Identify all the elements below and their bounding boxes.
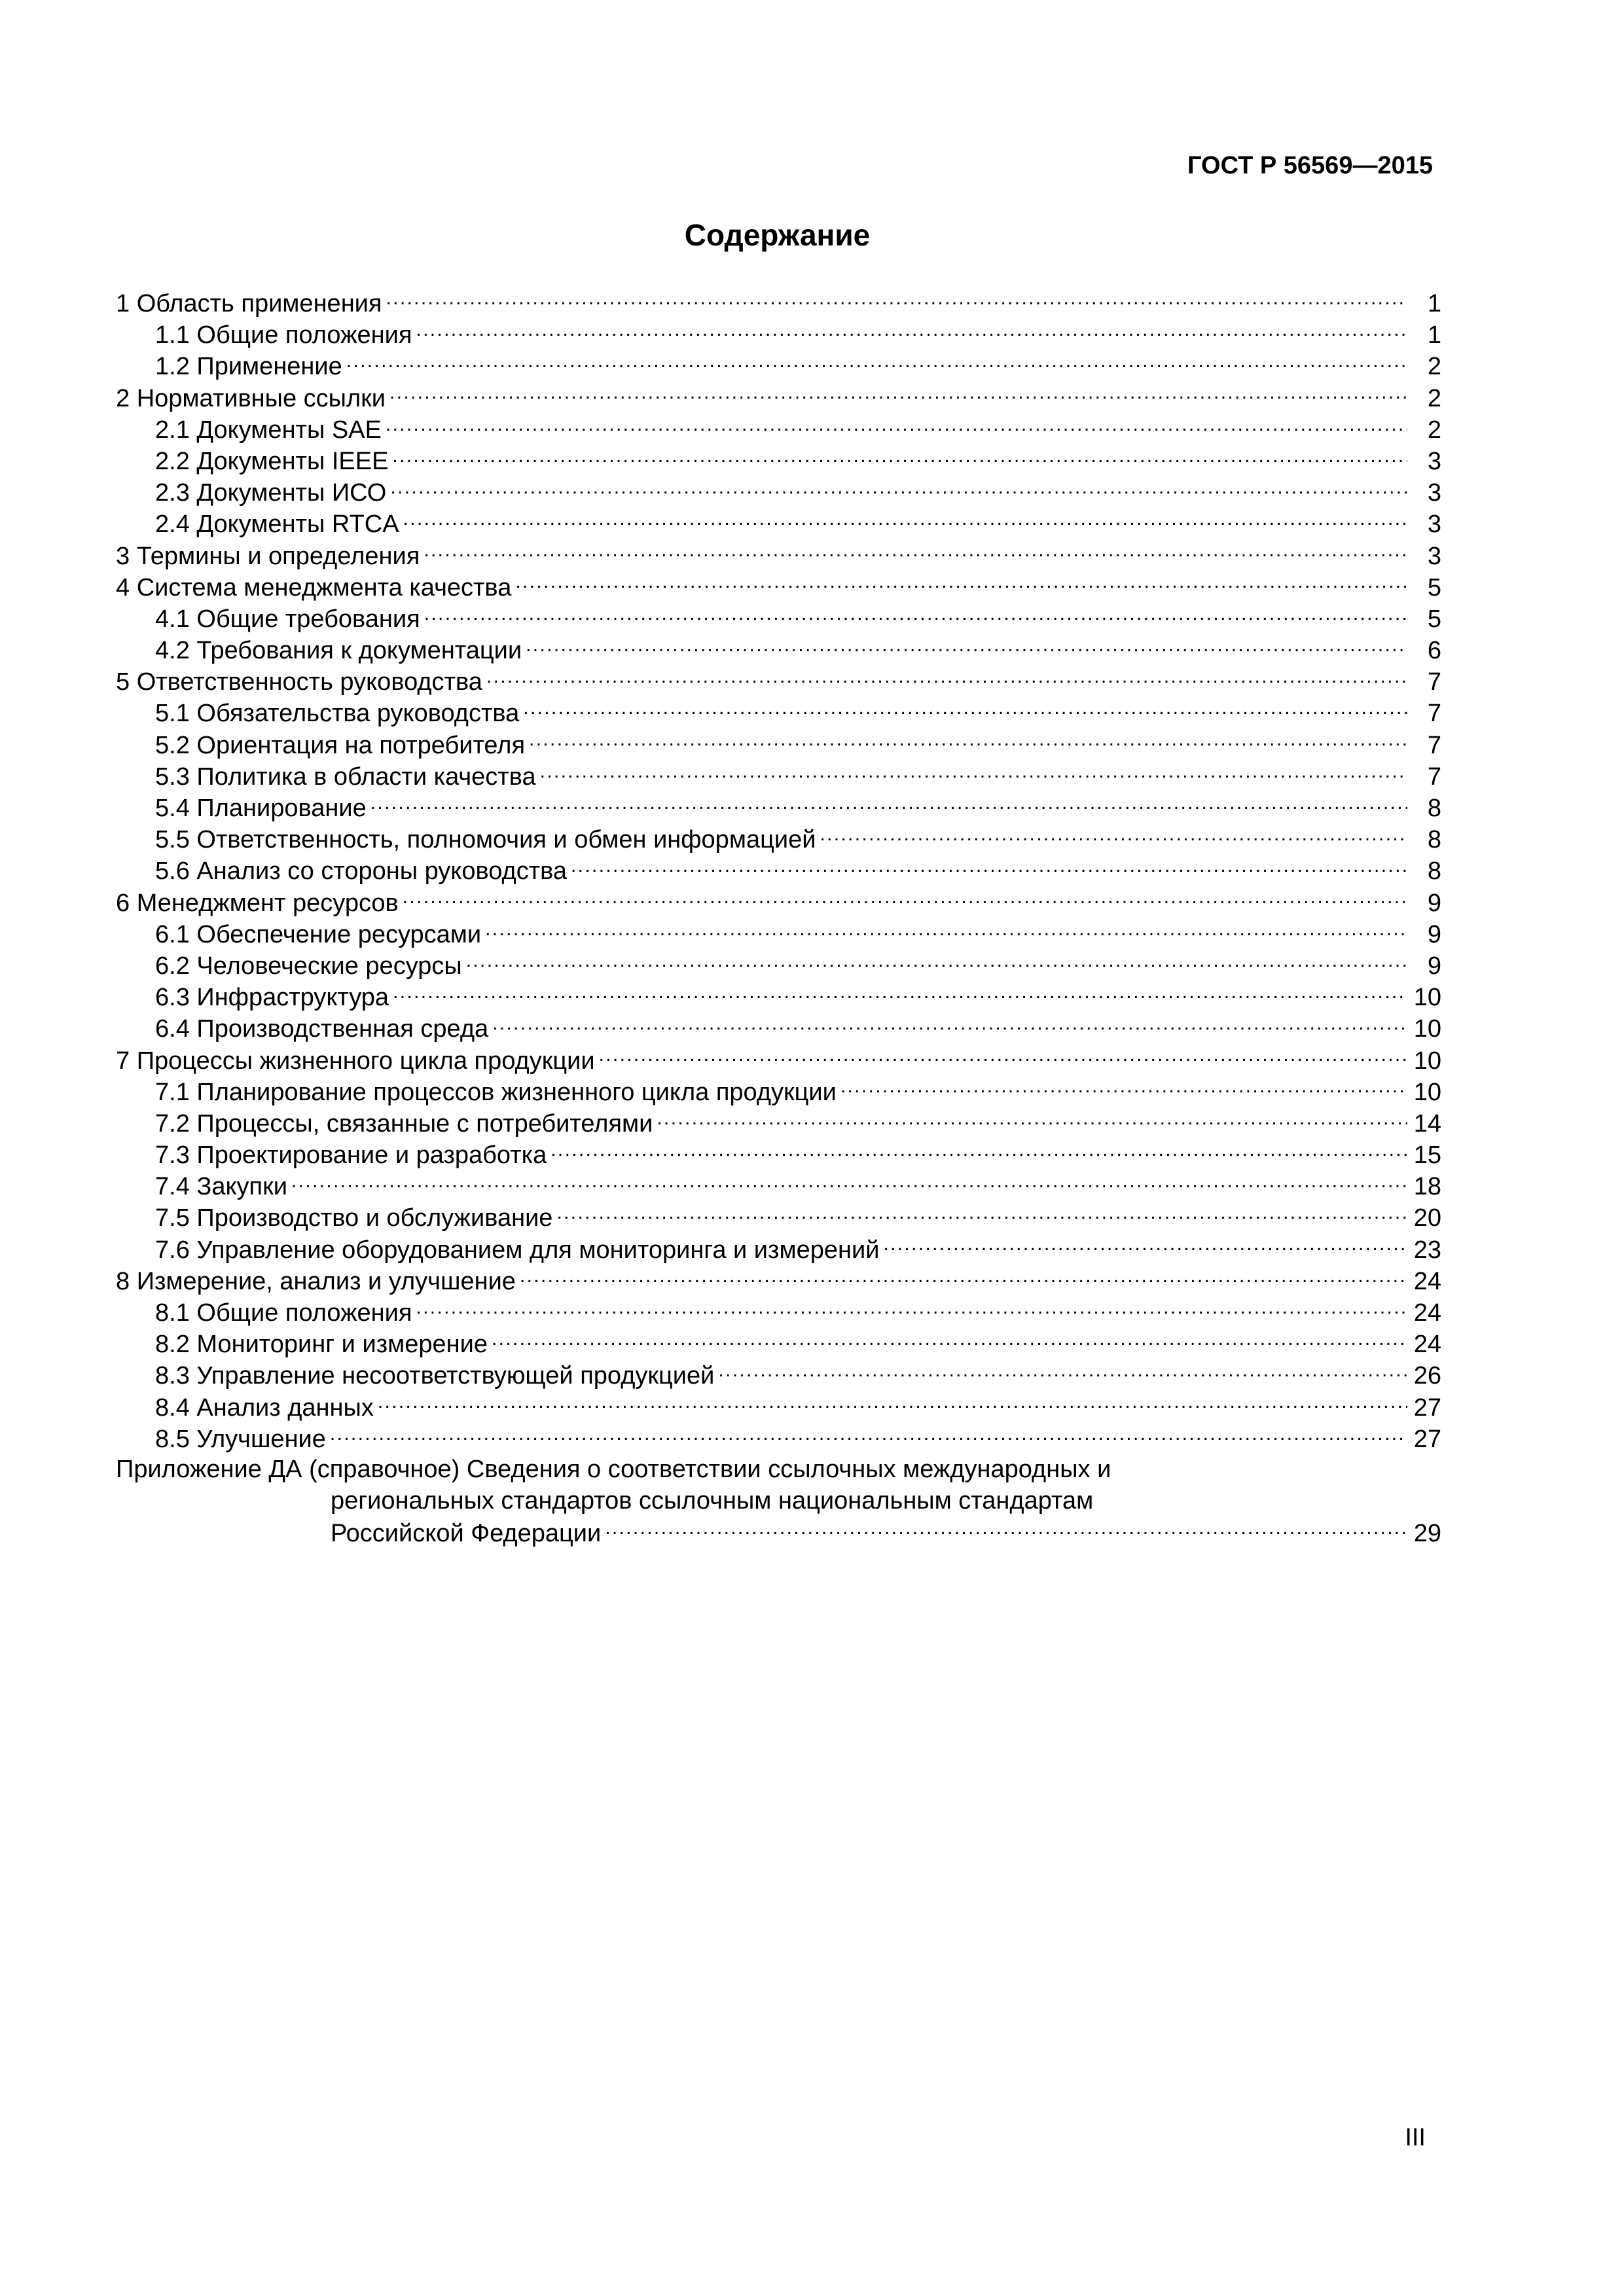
toc-entry-label: 7.4 Закупки — [155, 1173, 287, 1201]
toc-entry-label: 8 Измерение, анализ и улучшение — [116, 1267, 516, 1295]
toc-entry[interactable] — [116, 1170, 1441, 1201]
toc-entry[interactable] — [116, 444, 1441, 476]
toc-entry[interactable] — [116, 886, 1441, 918]
toc-entry[interactable] — [116, 1233, 1441, 1265]
toc-dot-leader — [486, 665, 1407, 690]
toc-entry-page: 2 — [1427, 384, 1441, 412]
toc-dot-leader — [571, 854, 1407, 879]
toc-entry-page: 10 — [1413, 1047, 1441, 1075]
toc-dot-leader — [520, 1265, 1407, 1289]
toc-entry[interactable] — [116, 1107, 1441, 1138]
toc-entry-label: 3 Термины и определения — [116, 542, 420, 570]
toc-entry-label: 5.4 Планирование — [155, 795, 367, 822]
toc-entry-label: 7.1 Планирование процессов жизненного цикла продукции — [155, 1078, 837, 1106]
toc-entry-page: 7 — [1427, 668, 1441, 696]
toc-dot-leader — [718, 1359, 1407, 1384]
toc-dot-leader — [424, 602, 1407, 627]
toc-entry-label: 4 Система менеджмента качества — [116, 573, 512, 601]
toc-dot-leader — [378, 1391, 1407, 1416]
toc-dot-leader — [526, 634, 1407, 658]
toc-entry-label: 5 Ответственность руководства — [116, 668, 482, 696]
toc-entry-label: 5.3 Политика в области качества — [155, 762, 536, 791]
toc-entry-label: 5.2 Ориентация на потребителя — [155, 731, 526, 759]
toc-entry-label: 2.4 Документы RTCA — [155, 511, 399, 539]
toc-entry[interactable] — [116, 1296, 1441, 1327]
toc-entry[interactable] — [116, 823, 1441, 854]
toc-appendix-label: Российской Федерации — [331, 1520, 602, 1548]
toc-entry-label: 7.5 Производство и обслуживание — [155, 1204, 553, 1232]
toc-entry-page: 3 — [1427, 542, 1441, 570]
toc-entry-page: 8 — [1427, 857, 1441, 886]
toc-entry-label: 7 Процессы жизненного цикла продукции — [116, 1047, 595, 1075]
toc-entry[interactable] — [116, 1359, 1441, 1390]
toc-entry-label: 5.1 Обязательства руководства — [155, 700, 520, 728]
toc-entry-page: 24 — [1413, 1331, 1441, 1359]
toc-entry-page: 7 — [1427, 731, 1441, 759]
toc-appendix-line-2 — [116, 1485, 1441, 1516]
toc-dot-leader — [346, 350, 1407, 374]
toc-dot-leader — [416, 318, 1407, 343]
toc-entry-label: 1.2 Применение — [155, 353, 342, 381]
toc-entry-label: 4.2 Требования к документации — [155, 637, 522, 665]
toc-appendix-line-1[interactable] — [116, 1454, 1441, 1485]
toc-dot-leader — [403, 886, 1407, 911]
toc-dot-leader — [330, 1422, 1407, 1447]
toc-dot-leader — [389, 382, 1407, 406]
toc-entry-page: 23 — [1413, 1236, 1441, 1264]
toc-entry-page: 15 — [1413, 1141, 1441, 1170]
toc-dot-leader — [840, 1075, 1407, 1100]
toc-entry[interactable] — [116, 1201, 1441, 1232]
toc-dot-leader — [416, 1296, 1407, 1321]
toc-entry-page: 9 — [1427, 889, 1441, 917]
toc-entry[interactable] — [116, 413, 1441, 444]
toc-entry[interactable] — [116, 760, 1441, 791]
toc-entry[interactable] — [116, 1138, 1441, 1170]
toc-dot-leader — [492, 1012, 1407, 1037]
toc-dot-leader — [392, 444, 1407, 469]
toc-entry[interactable] — [116, 791, 1441, 823]
toc-entry[interactable] — [116, 1422, 1441, 1454]
toc-entry-label: 6.3 Инфраструктура — [155, 984, 389, 1012]
toc-entry-page: 24 — [1413, 1299, 1441, 1327]
toc-entry-label: 8.5 Улучшение — [155, 1425, 326, 1453]
toc-entry-label: 8.2 Мониторинг и измерение — [155, 1331, 488, 1359]
toc-entry-page: 24 — [1413, 1267, 1441, 1295]
toc-entry-page: 3 — [1427, 479, 1441, 507]
toc-dot-leader — [657, 1107, 1407, 1132]
toc-entry-label: 4.1 Общие требования — [155, 605, 420, 633]
toc-entry-label: 6.4 Производственная среда — [155, 1015, 489, 1043]
toc-entry[interactable] — [116, 918, 1441, 949]
toc-entry[interactable] — [116, 696, 1441, 728]
toc-entry-label: 8.3 Управление несоответствующей продукцией — [155, 1362, 715, 1390]
toc-entry[interactable] — [116, 665, 1441, 696]
toc-entry[interactable] — [116, 1391, 1441, 1422]
toc-entry[interactable] — [116, 1265, 1441, 1296]
toc-dot-leader — [386, 287, 1407, 312]
toc-dot-leader — [492, 1327, 1407, 1352]
toc-dot-leader — [370, 791, 1407, 816]
toc-dot-leader — [820, 823, 1407, 848]
toc-entry[interactable] — [116, 507, 1441, 539]
toc-entry[interactable] — [116, 318, 1441, 350]
toc-entry-label: 6 Менеджмент ресурсов — [116, 889, 399, 917]
toc-entry[interactable] — [116, 949, 1441, 980]
document-code: ГОСТ Р 56569—2015 — [1187, 152, 1433, 179]
toc-entry-page: 8 — [1427, 826, 1441, 854]
toc-appendix-line-3 — [116, 1516, 1441, 1548]
toc-entry-page: 27 — [1413, 1425, 1441, 1453]
toc-entry-page: 8 — [1427, 795, 1441, 822]
toc-dot-leader — [424, 539, 1407, 564]
toc-dot-leader — [599, 1044, 1407, 1069]
toc-dot-leader — [390, 476, 1407, 501]
toc-dot-leader — [523, 696, 1407, 721]
toc-entry-page: 7 — [1427, 700, 1441, 728]
toc-dot-leader — [515, 571, 1407, 596]
toc-entry[interactable] — [116, 602, 1441, 634]
toc-entry-label: 5.5 Ответственность, полномочия и обмен информацией — [155, 826, 816, 854]
toc-entry-page: 2 — [1427, 353, 1441, 381]
toc-entry[interactable] — [116, 350, 1441, 381]
toc-entry-page: 7 — [1427, 762, 1441, 791]
toc-dot-leader — [529, 728, 1407, 753]
toc-entry-page: 3 — [1427, 447, 1441, 475]
toc-entry-label: 2.3 Документы ИСО — [155, 479, 387, 507]
toc-dot-leader — [556, 1201, 1407, 1226]
toc-dot-leader — [386, 413, 1407, 438]
toc-entry-label: 2.2 Документы IEEE — [155, 447, 389, 475]
toc-entry[interactable] — [116, 1044, 1441, 1075]
toc-entry-label: 6.1 Обеспечение ресурсами — [155, 920, 482, 948]
toc-entry-label: 1 Область применения — [116, 290, 382, 317]
toc-entry-label: 1.1 Общие положения — [155, 321, 412, 350]
toc-entry-page: 3 — [1427, 511, 1441, 539]
toc-entry[interactable] — [116, 728, 1441, 760]
toc-entry[interactable] — [116, 980, 1441, 1012]
page-number: III — [1405, 2124, 1426, 2151]
toc-dot-leader — [883, 1233, 1407, 1258]
toc-entry-label: 7.6 Управление оборудованием для мониторинга и измерений — [155, 1236, 880, 1264]
toc-entry-label: 8.4 Анализ данных — [155, 1393, 374, 1422]
toc-dot-leader — [540, 760, 1407, 785]
toc-entry[interactable] — [116, 1012, 1441, 1043]
toc-entry-page: 5 — [1427, 605, 1441, 633]
toc-entry-page: 9 — [1427, 952, 1441, 980]
toc-entry-page: 26 — [1413, 1362, 1441, 1390]
toc-title: Содержание — [684, 218, 871, 252]
toc-entry-page: 2 — [1427, 416, 1441, 444]
toc-entry-label: 2.1 Документы SAE — [155, 416, 382, 444]
toc-entry-page: 29 — [1413, 1520, 1441, 1548]
toc-entry-page: 14 — [1413, 1109, 1441, 1138]
toc-entry[interactable] — [116, 1075, 1441, 1107]
toc-appendix-label: Приложение ДА (справочное) Сведения о соответствии ссылочных международных и — [116, 1455, 1111, 1483]
toc-entry[interactable] — [116, 634, 1441, 665]
toc-entry-page: 10 — [1413, 1015, 1441, 1043]
toc-entry-label: 8.1 Общие положения — [155, 1299, 412, 1327]
toc-entry-page: 10 — [1413, 1078, 1441, 1106]
toc-entry[interactable] — [116, 539, 1441, 571]
toc-dot-leader — [291, 1170, 1407, 1194]
toc-dot-leader — [550, 1138, 1407, 1163]
toc-entry[interactable] — [116, 571, 1441, 602]
toc-dot-leader — [466, 949, 1407, 974]
toc-entry-page: 27 — [1413, 1393, 1441, 1422]
toc-entry-page: 1 — [1427, 290, 1441, 317]
toc-dot-leader — [403, 507, 1407, 532]
toc-entry-page: 1 — [1427, 321, 1441, 350]
toc-entry-page: 6 — [1427, 637, 1441, 665]
toc-entry[interactable] — [116, 854, 1441, 886]
toc-entry[interactable] — [116, 287, 1441, 318]
toc-entry-page: 9 — [1427, 920, 1441, 948]
table-of-contents — [116, 287, 1441, 1549]
toc-entry-label: 7.3 Проектирование и разработка — [155, 1141, 547, 1170]
toc-entry-page: 5 — [1427, 573, 1441, 601]
toc-entry[interactable] — [116, 476, 1441, 507]
toc-dot-leader — [605, 1516, 1407, 1541]
toc-dot-leader — [393, 980, 1407, 1005]
toc-entry-page: 20 — [1413, 1204, 1441, 1232]
toc-dot-leader — [485, 918, 1407, 942]
toc-entry[interactable] — [116, 382, 1441, 413]
toc-appendix-label: региональных стандартов ссылочным национальным стандартам — [331, 1487, 1094, 1515]
toc-entry[interactable] — [116, 1327, 1441, 1359]
toc-entry-label: 5.6 Анализ со стороны руководства — [155, 857, 568, 886]
toc-entry-label: 2 Нормативные ссылки — [116, 384, 386, 412]
toc-entry-page: 10 — [1413, 984, 1441, 1012]
toc-entry-page: 18 — [1413, 1173, 1441, 1201]
toc-entry-label: 6.2 Человеческие ресурсы — [155, 952, 462, 980]
toc-entry-label: 7.2 Процессы, связанные с потребителями — [155, 1109, 653, 1138]
